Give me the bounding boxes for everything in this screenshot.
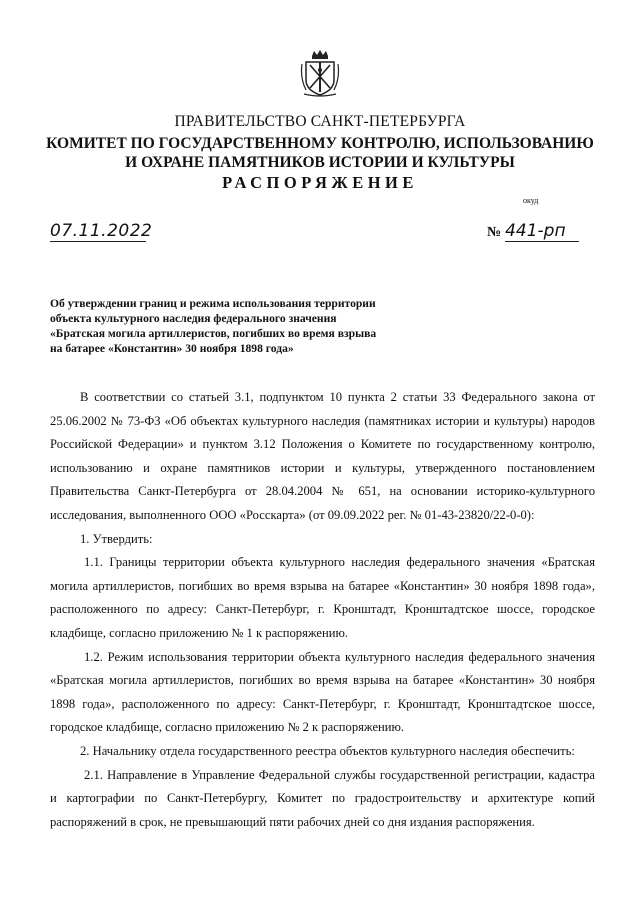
document-body	[50, 386, 595, 834]
item-1-1: 1.1. Границы территории объекта культурного наследия федерального значения «Братская могила артиллеристов, погибших во время взрыва на батарее «Константин» 30 ноября 1898 года», расположенного по адресу: Санкт-Петербург, г. Кронштадт, Кронштадтское шоссе, городское кладбище, согласно приложению № 1 к распоряжению.	[50, 555, 595, 640]
item-1-2: 1.2. Режим использования территории объекта культурного наследия федерального значения «Братская могила артиллеристов, погибших во время взрыва на батарее «Константин» 30 ноября 1898 года», расположенного по адресу: Санкт-Петербург, г. Кронштадт, Кронштадтское шоссе, городское кладбище, согласно приложению № 2 к распоряжению.	[50, 649, 595, 735]
document-date: 07.11.2022	[50, 221, 153, 241]
subject-line-1: Об утверждении границ и режима использования территории	[50, 297, 376, 310]
st-petersburg-coat-of-arms-icon	[300, 50, 340, 98]
committee-name-line-1: КОМИТЕТ ПО ГОСУДАРСТВЕННОМУ КОНТРОЛЮ, ИСПОЛЬЗОВАНИЮ	[46, 135, 594, 152]
number-sign: №	[487, 225, 502, 240]
number-value: 441-рп	[505, 221, 579, 242]
document-type: РАСПОРЯЖЕНИЕ	[222, 173, 418, 192]
subject-line-3: «Братская могила артиллеристов, погибших во время взрыва	[50, 327, 377, 340]
committee-name-line-2: И ОХРАНЕ ПАМЯТНИКОВ ИСТОРИИ И КУЛЬТУРЫ	[125, 154, 515, 171]
document-subject	[50, 296, 430, 356]
document-number	[487, 221, 591, 243]
intro-paragraph: В соответствии со статьей 3.1, подпунктом 10 пункта 2 статьи 33 Федерального закона от 25.06.2002 № 73-ФЗ «Об объектах культурного наследия (памятниках истории и культуры) народов Российской Федерации» и пунктом 3.12 Положения о Комитете по государственному контролю, использованию и охране памятников истории и культуры, утвержденного постановлением Правительства Санкт-Петербурга от 28.04.2004 № 651, на основании историко-культурного исследования, выполненного ООО «Росскарта» (от 09.09.2022 рег. № 01-43-23820/22-0-0):	[50, 390, 595, 522]
item-1: 1. Утвердить:	[80, 531, 153, 546]
committee-name	[0, 134, 640, 172]
subject-line-2: объекта культурного наследия федерального значения	[50, 312, 337, 325]
item-2-1: 2.1. Направление в Управление Федеральной службы государственной регистрации, кадастра и картографии по Санкт-Петербургу, Комитет по градостроительству и архитектуре копий распоряжений в срок, не превышающий пяти рабочих дней со дня издания распоряжения.	[50, 767, 595, 829]
subject-line-4: на батарее «Константин» 30 ноября 1898 года»	[50, 342, 294, 355]
okud-label: окуд	[523, 196, 539, 205]
item-2: 2. Начальнику отдела государственного реестра объектов культурного наследия обеспечить:	[80, 743, 575, 758]
government-name: ПРАВИТЕЛЬСТВО САНКТ-ПЕТЕРБУРГА	[174, 113, 466, 130]
